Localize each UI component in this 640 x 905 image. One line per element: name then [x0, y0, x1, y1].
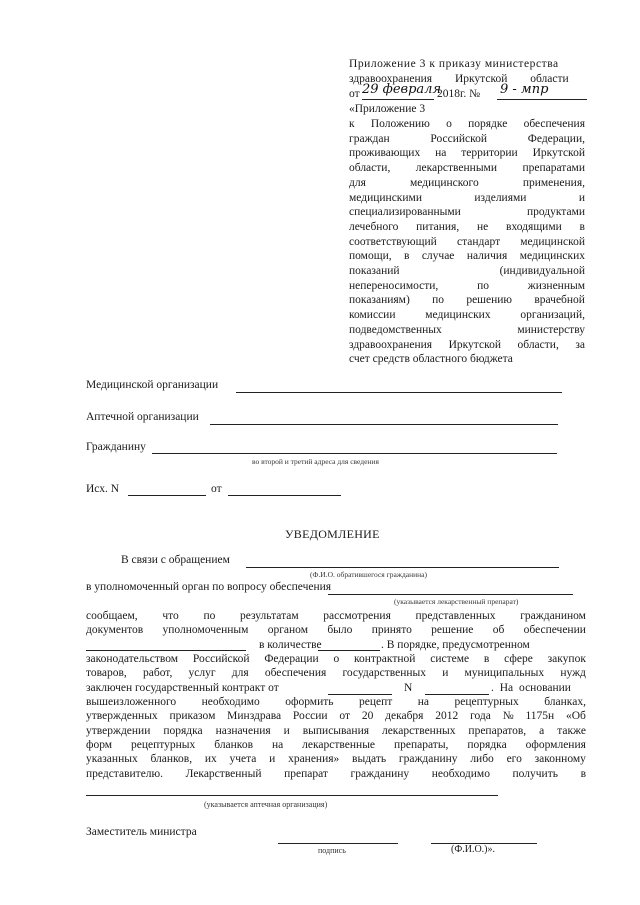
body-text-line: утверждении порядка назначения и выписывания лекарственных препаратов, а также [86, 724, 586, 737]
header-regulation-line: непереносимости, по жизненным [349, 279, 585, 292]
header-regulation-line: соответствующий стандарт медицинской [349, 235, 585, 248]
med-org-label: Медицинской организации [86, 379, 219, 391]
pharm-org-label: Аптечной организации [86, 411, 199, 423]
header-regulation-line: к Положению о порядке обеспечения [349, 118, 585, 130]
ref-date-field[interactable] [228, 495, 341, 496]
signature-field[interactable] [278, 843, 398, 844]
header-regulation-line: показаний (индивидуальной [349, 265, 585, 277]
body-line-2: документов уполномоченным органом было принято решение об обеспечении [86, 624, 586, 636]
body-contract-n: N [404, 682, 413, 694]
signatory-position: Заместитель министра [86, 826, 197, 838]
body-issue-label: в уполномоченный орган по вопросу обеспечения [86, 581, 332, 593]
order-year-label: 2018г. № [437, 88, 481, 100]
header-regulation-line: области, лекарственными препаратами [349, 162, 585, 175]
citizen-field[interactable] [152, 453, 557, 454]
body-line-6-tail: . На основании [491, 682, 571, 694]
body-text-line: утвержденных приказом Минздрава России от 20 декабря 2012 года № 1175н «Об [86, 710, 586, 723]
applicant-name-field[interactable] [246, 567, 559, 568]
pharmacy-field[interactable] [86, 795, 498, 796]
body-line-3-tail: . В порядке, предусмотренном [381, 639, 530, 651]
ref-label: Исх. N [86, 483, 120, 495]
header-regulation-line: показаниям) по решению врачебной [349, 294, 585, 307]
header-regulation-line: подведомственных министерству [349, 323, 585, 336]
order-date-prefix: от [349, 88, 360, 100]
signatory-name-label: (Ф.И.О.)». [451, 844, 496, 855]
header-regulation-line: комиссии медицинских организаций, [349, 309, 585, 322]
header-regulation-line: специализированными продуктами [349, 206, 585, 219]
body-text-line: форм рецептурных бланков на лекарственные препараты, порядка оформления [86, 738, 586, 751]
body-qty-label: в количестве [259, 639, 322, 651]
ref-from-label: от [211, 483, 222, 495]
header-line-2: здравоохранения Иркутской области [349, 73, 569, 85]
drug-name-field[interactable] [86, 650, 246, 651]
body-appeal-label: В связи с обращением [121, 554, 230, 566]
header-regulation-line: для медицинского применения, [349, 176, 585, 189]
ref-number-field[interactable] [128, 495, 206, 496]
header-regulation-line: помощи, в случае наличия медицинских [349, 250, 585, 263]
header-regulation-line: граждан Российской Федерации, [349, 132, 585, 145]
header-regulation-line: медицинскими изделиями и [349, 191, 585, 204]
drug-field[interactable] [328, 594, 573, 595]
order-number-rule [497, 99, 587, 100]
header-regulation-line: лечебного питания, не входящими в [349, 220, 585, 233]
quantity-field[interactable] [318, 650, 380, 651]
header-regulation-line: счет средств областного бюджета [349, 353, 513, 366]
pharmacy-note: (указывается аптечная организация) [204, 800, 328, 809]
header-regulation-line: проживающих на территории Иркутской [349, 147, 585, 160]
body-line-1: сообщаем, что по результатам рассмотрения представленных гражданином [86, 610, 586, 622]
header-regulation-line: здравоохранения Иркутской области, за [349, 338, 585, 351]
citizen-note: во второй и третий адреса для сведения [252, 457, 379, 466]
body-line-5: товаров, работ, услуг для обеспечения государственных и муниципальных нужд [86, 667, 586, 679]
header-order-date-line [349, 87, 360, 101]
body-text-line: указанных бланков, их учета и хранения» выдать гражданину либо его законному [86, 753, 586, 766]
body-line-4: законодательством Российской Федерации о контрактной системе в сфере закупок [86, 653, 586, 665]
signature-label: подпись [318, 846, 346, 855]
body-text-line: вышеизложенного необходимо оформить рецепт на рецептурных бланках, [86, 696, 586, 708]
drug-note: (указывается лекарственный препарат) [394, 597, 519, 606]
body-contract-label: заключен государственный контракт от [86, 682, 279, 694]
pharm-org-field[interactable] [210, 424, 558, 425]
body-text-line: представителю. Лекарственный препарат гражданину необходимо получить в [86, 767, 586, 780]
citizen-label: Гражданину [86, 441, 146, 453]
med-org-field[interactable] [236, 392, 562, 393]
order-number-handwritten: 9 - мпр [500, 82, 549, 97]
order-date-handwritten: 29 февраля [362, 82, 442, 97]
header-line-1: Приложение 3 к приказу министерства [349, 58, 559, 70]
header-appendix-label: «Приложение 3 [349, 103, 426, 115]
applicant-name-note: (Ф.И.О. обратившегося гражданина) [310, 570, 427, 579]
order-date-rule [362, 99, 434, 100]
document-title: УВЕДОМЛЕНИЕ [285, 527, 380, 541]
